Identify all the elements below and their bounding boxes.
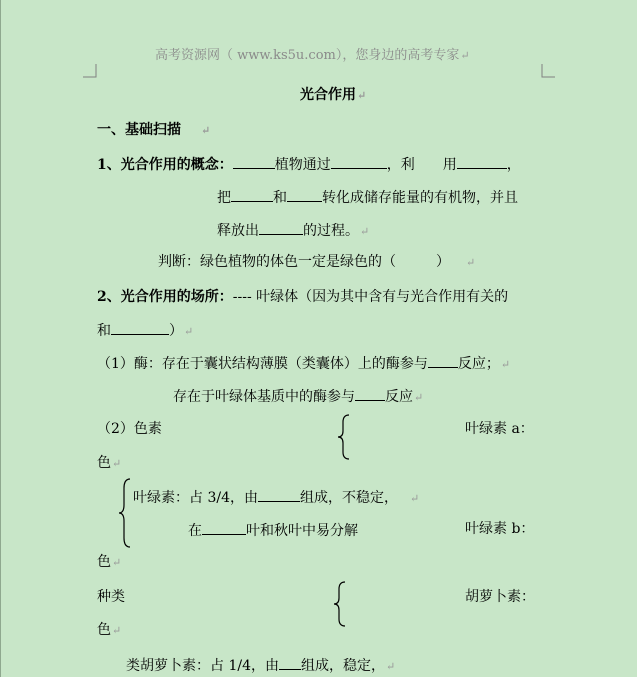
- blank: [287, 187, 322, 202]
- chlorophyll-b: 叶绿素 b：: [465, 521, 535, 537]
- blank: [331, 154, 387, 169]
- pigment-label: （2）色素: [97, 421, 162, 437]
- concept-line-1: 1、光合作用的概念： 植物通过 ，利 用 ，: [97, 154, 521, 174]
- blank: [259, 220, 303, 235]
- concept-line-2: 把 和 转化成储存能量的有机物，并且: [217, 187, 518, 207]
- paragraph-mark-icon: ↵: [357, 89, 367, 102]
- enzyme-line-1: （1）酶：存在于囊状结构薄膜（类囊体）上的酶参与 反应；↵: [97, 353, 510, 374]
- site-line-1: 2、光合作用的场所：---- 叶绿体（因为其中含有与光合作用有关的: [97, 289, 509, 305]
- paragraph-mark-icon: ↵: [112, 556, 122, 569]
- blank: [428, 353, 458, 368]
- blank: [231, 187, 273, 202]
- chlorophyll-line-2: 在 叶和秋叶中易分解: [188, 520, 358, 540]
- kinds-label: 种类: [97, 589, 125, 605]
- margin-corner-left-icon: [83, 64, 97, 78]
- paragraph-mark-icon: ↵: [201, 124, 211, 137]
- paragraph-mark-icon: ↵: [414, 391, 424, 404]
- concept-label: 1、光合作用的概念：: [97, 157, 233, 173]
- paragraph-mark-icon: ↵: [409, 492, 420, 505]
- paragraph-mark-icon: ↵: [360, 225, 370, 238]
- blank: [355, 386, 385, 401]
- paragraph-mark-icon: ↵: [112, 624, 122, 637]
- curly-brace-icon: [118, 478, 132, 548]
- site-label: 2、光合作用的场所：: [97, 289, 233, 305]
- judge-line: 判断：绿色植物的体色一定是绿色的（ ） ↵: [158, 254, 476, 270]
- enzyme-line-2: 存在于叶绿体基质中的酶参与 反应↵: [173, 386, 423, 407]
- blank: [202, 520, 246, 535]
- site-line-2: 和 ）↵: [97, 320, 193, 341]
- blank: [258, 487, 300, 502]
- curly-brace-icon: [337, 414, 351, 460]
- color-line-2: 色↵: [97, 554, 122, 570]
- section-heading: 一、基础扫描 ↵: [97, 122, 211, 138]
- blank: [111, 320, 169, 335]
- chlorophyll-line-1: 叶绿素：占 3/4，由 组成，不稳定， ↵: [133, 487, 419, 508]
- carotenoid-line: 类胡萝卜素：占 1/4，由 组成，稳定，↵: [126, 655, 395, 676]
- concept-line-3: 释放出 的过程。↵: [217, 220, 369, 241]
- color-line-3: 色↵: [97, 622, 122, 638]
- paragraph-mark-icon: ↵: [460, 49, 470, 62]
- page-left-edge: [0, 0, 1, 677]
- blank: [233, 154, 275, 169]
- header-text: 高考资源网（ www.ks5u.com），您身边的高考专家: [155, 48, 460, 63]
- paragraph-mark-icon: ↵: [500, 358, 511, 371]
- margin-corner-right-icon: [541, 64, 555, 78]
- curly-brace-icon: [333, 581, 347, 627]
- paragraph-mark-icon: ↵: [112, 457, 122, 470]
- color-line-1: 色↵: [97, 455, 122, 471]
- paragraph-mark-icon: ↵: [385, 660, 396, 673]
- paragraph-mark-icon: ↵: [184, 325, 194, 338]
- blank: [279, 655, 301, 670]
- chlorophyll-a: 叶绿素 a：: [465, 421, 534, 437]
- page-header: [155, 47, 470, 65]
- document-title: 光合作用↵: [300, 87, 367, 103]
- blank: [457, 154, 507, 169]
- paragraph-mark-icon: ↵: [466, 256, 476, 269]
- carotene: 胡萝卜素：: [465, 589, 535, 605]
